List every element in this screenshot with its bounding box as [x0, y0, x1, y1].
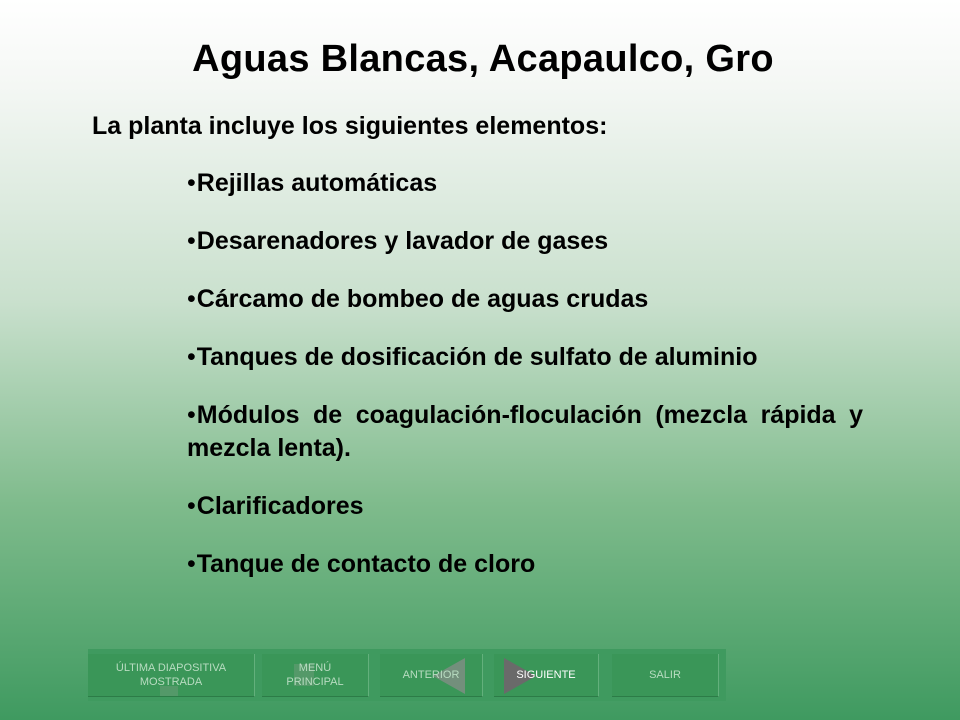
last-viewed-slide-label-line2: MOSTRADA [139, 676, 203, 688]
list-item-text: Desarenadores y lavador de gases [196, 227, 609, 255]
bullet-icon: • [187, 227, 196, 255]
bullet-icon: • [187, 492, 196, 520]
next-label: SIGUIENTE [516, 669, 576, 681]
last-viewed-slide-label-line1: ÚLTIMA DIAPOSITIVA [115, 662, 227, 674]
list-item [187, 399, 863, 465]
slide-intro: La planta incluye los siguientes elementos: [92, 112, 608, 140]
bullet-icon: • [187, 343, 196, 371]
bullet-icon: • [187, 401, 196, 429]
bullet-icon: • [187, 285, 196, 313]
main-menu-button[interactable] [262, 654, 369, 697]
list-item-text: Rejillas automáticas [196, 169, 438, 197]
previous-button[interactable] [380, 654, 483, 697]
list-item-text: Cárcamo de bombeo de aguas crudas [196, 285, 649, 313]
bullet-icon: • [187, 550, 196, 578]
list-item-text: Tanques de dosificación de sulfato de aluminio [196, 343, 758, 371]
list-item [187, 548, 863, 581]
list-item-text: Tanque de contacto de cloro [196, 550, 536, 578]
main-menu-label-line2: PRINCIPAL [286, 676, 344, 688]
list-item [187, 490, 863, 523]
exit-button[interactable] [612, 654, 719, 697]
list-item-text: Módulos de coagulación-floculación (mezcla rápida y mezcla lenta). [187, 401, 863, 462]
elements-list [187, 167, 863, 606]
next-button[interactable] [494, 654, 599, 697]
slide-title: Aguas Blancas, Acapaulco, Gro [192, 38, 774, 80]
main-menu-label-line1: MENÚ [298, 662, 332, 674]
list-item [187, 167, 863, 200]
bullet-icon: • [187, 169, 196, 197]
list-item [187, 225, 863, 258]
last-viewed-slide-button[interactable] [88, 654, 255, 697]
list-item [187, 341, 863, 374]
list-item-text: Clarificadores [196, 492, 364, 520]
slide-navigation-bar [88, 649, 726, 701]
previous-label: ANTERIOR [402, 669, 460, 681]
exit-label: SALIR [649, 669, 681, 681]
list-item [187, 283, 863, 316]
